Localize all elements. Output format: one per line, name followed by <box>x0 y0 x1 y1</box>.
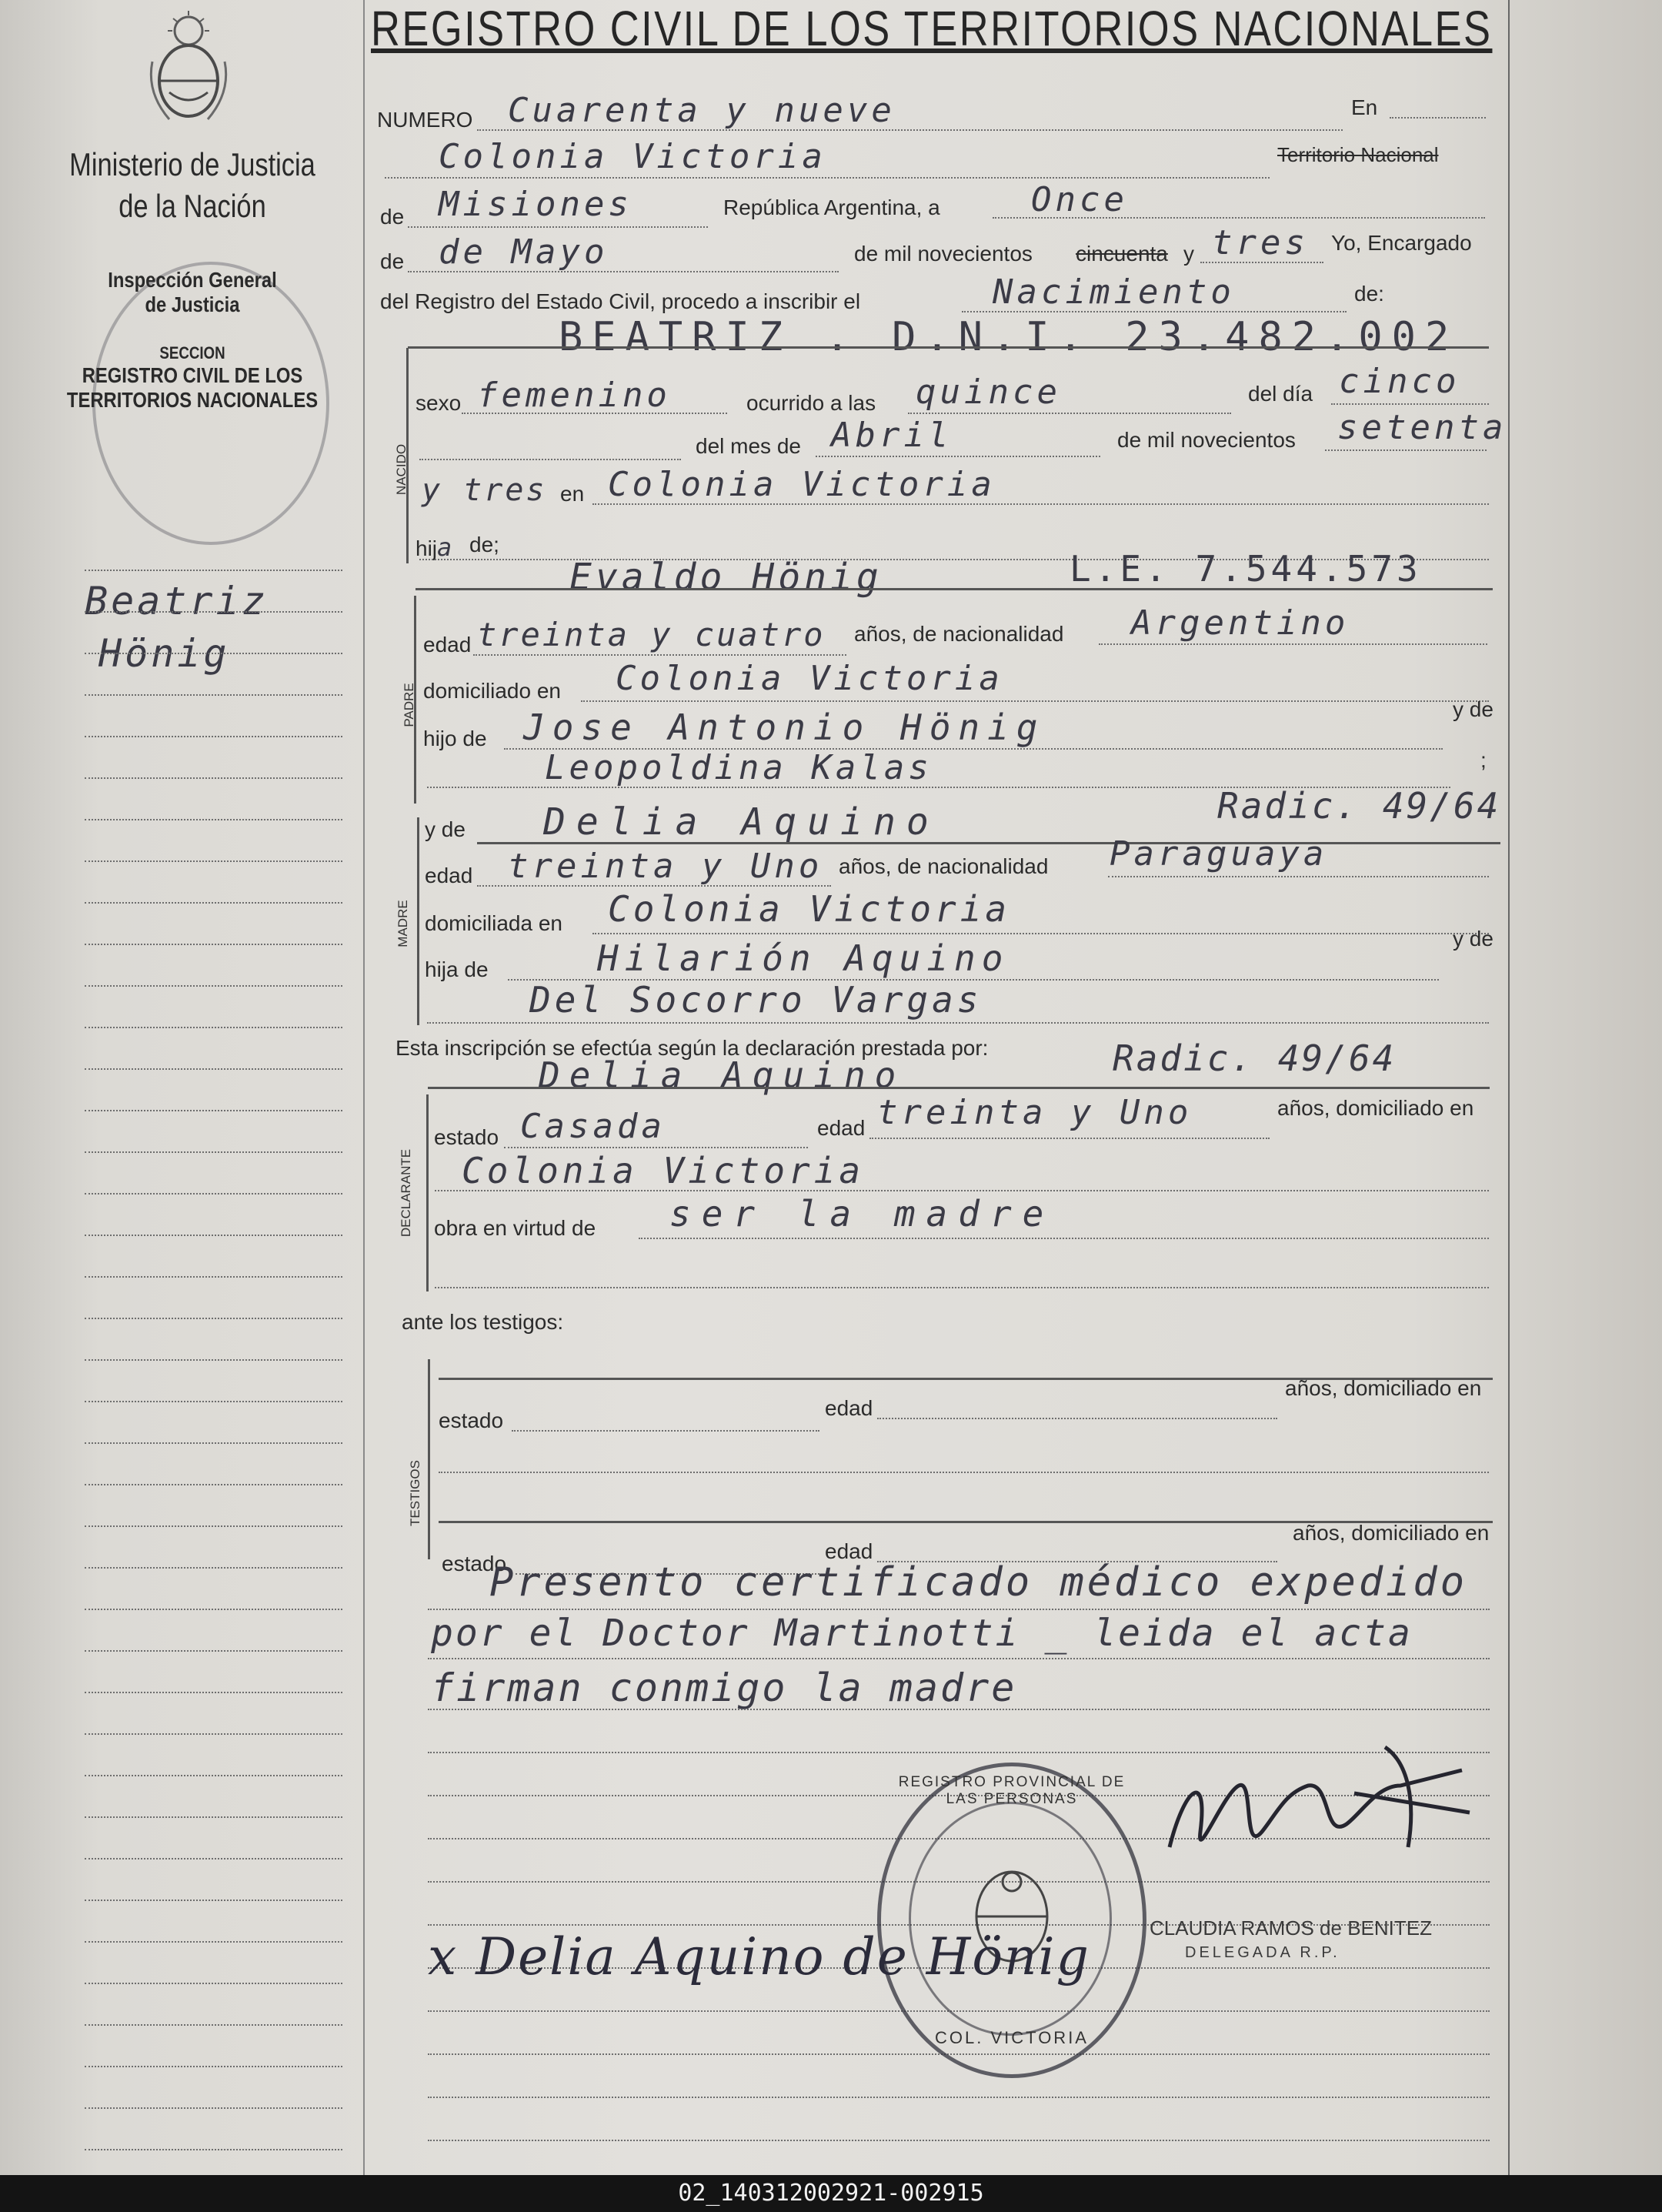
margin-ruled-line <box>85 1401 342 1402</box>
margin-ruled-line <box>85 1733 342 1735</box>
mes-nac-value: Abril <box>831 416 953 455</box>
margin-ruled-line <box>85 1235 342 1236</box>
madre-y-de2-label: y de <box>1453 927 1493 951</box>
nacido-label: NACIDO <box>394 443 409 496</box>
margin-ruled-line <box>85 819 342 820</box>
sexo-value: femenino <box>477 376 671 415</box>
declarante-label: DECLARANTE <box>399 1148 413 1238</box>
dia-nac-value: cinco <box>1339 362 1460 401</box>
sexo-label: sexo <box>416 391 462 415</box>
margin-ruled-line <box>85 1110 342 1111</box>
lower-ruled-line <box>428 1709 1490 1710</box>
margin-ruled-line <box>85 2149 342 2150</box>
official-title: DELEGADA R.P. <box>1185 1944 1340 1961</box>
declarante-intro: Esta inscripción se efectúa según la declaración prestada por: <box>395 1036 989 1060</box>
lower-ruled-line <box>428 2097 1490 2098</box>
registry-title: REGISTRO CIVIL DE LOS TERRITORIOS NACIONALES <box>371 1 1493 56</box>
margin-ruled-line <box>85 1650 342 1652</box>
padre-edad-value: treinta y cuatro <box>477 616 826 653</box>
ministry-name <box>60 146 325 225</box>
numero-label: NUMERO <box>377 108 473 132</box>
madre-domicilio-label: domiciliada en <box>425 911 562 935</box>
margin-ruled-line <box>85 1983 342 1984</box>
padre-nacionalidad-label: años, de nacionalidad <box>854 622 1064 646</box>
declarante-bracket <box>426 1094 429 1291</box>
margin-ruled-line <box>85 1484 342 1485</box>
numero-value: Cuarenta y nueve <box>508 91 896 130</box>
padre-edad-line <box>473 654 846 656</box>
lugar-nac-value: Colonia Victoria <box>608 465 996 504</box>
padre-domicilio-value: Colonia Victoria <box>616 659 1003 698</box>
madre-edad-label: edad <box>425 864 473 887</box>
madre-nacionalidad-value: Paraguaya <box>1110 834 1328 874</box>
hora-line <box>908 413 1231 414</box>
hijo-label-text: hij <box>416 536 438 560</box>
margin-ruled-line <box>85 860 342 862</box>
padre-domicilio-label: domiciliado en <box>423 679 561 703</box>
anio-nac-value: setenta <box>1337 408 1507 447</box>
madre-madre-value: Del Socorro Vargas <box>529 979 983 1021</box>
mes-nac-line <box>816 456 1100 457</box>
inscripcion-value: Nacimiento <box>993 272 1235 312</box>
territorio-label: Territorio Nacional <box>1277 143 1439 166</box>
dia-value: Once <box>1031 180 1128 219</box>
margin-note-line-1: Beatriz <box>85 579 269 623</box>
declarante-blank-line <box>435 1287 1489 1288</box>
madre-padre-value: Hilarión Aquino <box>597 937 1010 979</box>
margin-ruled-line <box>85 1525 342 1527</box>
declarante-documento-value: Radic. 49/64 <box>1113 1038 1397 1079</box>
anio-nac-line <box>1325 449 1487 451</box>
en-line <box>1390 117 1486 119</box>
anio-y: y <box>1183 242 1194 266</box>
observaciones-line-3: firman conmigo la madre <box>431 1666 1017 1710</box>
declarante-obra-label: obra en virtud de <box>434 1216 596 1240</box>
margin-ruled-line <box>85 694 342 696</box>
madre-domicilio-value: Colonia Victoria <box>608 888 1011 930</box>
margin-ruled-line <box>85 1276 342 1278</box>
madre-documento-value: Radic. 49/64 <box>1217 785 1501 827</box>
observaciones-rule-1 <box>428 1609 1490 1610</box>
dia-nac-line <box>1331 403 1489 405</box>
del-mes-label: del mes de <box>696 434 801 458</box>
declarante-domicilio-value: Colonia Victoria <box>462 1150 865 1191</box>
padre-nombre-line <box>416 588 1493 590</box>
madre-edad-value: treinta y Uno <box>508 847 823 886</box>
madre-nombre-value: Delia Aquino <box>543 800 939 844</box>
madre-nacionalidad-label: años, de nacionalidad <box>839 854 1049 878</box>
testigo2-estado-label: estado <box>442 1552 507 1575</box>
nacido-blank-line <box>419 459 681 460</box>
declarante-edad-line <box>869 1138 1270 1139</box>
margin-ruled-line <box>85 1858 342 1859</box>
anio-value: tres <box>1212 223 1309 262</box>
declarante-estado-value: Casada <box>520 1107 666 1146</box>
registry-stamp-icon <box>877 1763 1146 2078</box>
testigos-bracket <box>428 1359 430 1559</box>
declarante-edad-value: treinta y Uno <box>877 1093 1193 1132</box>
margin-ruled-line <box>85 1193 342 1195</box>
right-border <box>1508 0 1510 2175</box>
de-mil-label: de mil novecientos <box>1117 428 1296 452</box>
margin-ruled-line <box>85 736 342 737</box>
margin-ruled-line <box>85 1318 342 1319</box>
inspection-block <box>55 268 330 413</box>
section-label: SECCION <box>159 343 225 363</box>
margin-ruled-line <box>85 653 342 654</box>
margin-ruled-line <box>85 2024 342 2026</box>
official-name: CLAUDIA RAMOS de BENITEZ <box>1150 1916 1432 1940</box>
margin-ruled-line <box>85 1941 342 1943</box>
nombre-line <box>408 346 1489 349</box>
testigos-label: TESTIGOS <box>408 1460 422 1526</box>
declarante-obra-value: ser la madre <box>669 1193 1055 1235</box>
testigo1-domicilio-line <box>439 1472 1489 1473</box>
padre-hijo-de-label: hijo de <box>423 727 487 750</box>
madre-nacionalidad-line <box>1108 876 1489 877</box>
padre-semicolon: ; <box>1480 748 1487 772</box>
stamp-place: COL. VICTORIA <box>935 2028 1089 2047</box>
registro-line-2: TERRITORIOS NACIONALES <box>66 388 319 412</box>
encargado-label: Yo, Encargado <box>1331 231 1472 255</box>
testigo1-edad-label: edad <box>825 1396 873 1420</box>
testigo1-estado-label: estado <box>439 1408 504 1432</box>
testigo1-estado-line <box>512 1430 819 1432</box>
ministry-line-2: de la Nación <box>118 188 266 224</box>
anio-nac-cont-value: y tres <box>422 473 547 508</box>
republica-label: República Argentina, a <box>723 195 940 219</box>
padre-padre-value: Jose Antonio Hönig <box>523 707 1046 748</box>
ministry-line-1: Ministerio de Justicia <box>69 146 315 182</box>
hora-value: quince <box>916 373 1061 412</box>
madre-domicilio-line <box>592 933 1489 934</box>
margin-ruled-line <box>85 2066 342 2067</box>
anio-label: de mil novecientos <box>854 242 1033 266</box>
lower-ruled-line <box>428 2140 1490 2141</box>
padre-y-de-label: y de <box>1453 697 1493 721</box>
stamp-text: REGISTRO PROVINCIAL DE LAS PERSONAS <box>898 1774 1126 1807</box>
testigo2-anios-label: años, domiciliado en <box>1293 1521 1490 1545</box>
padre-nombre-value: Evaldo Hönig <box>569 556 883 599</box>
mes-value: de Mayo <box>439 232 609 272</box>
margin-ruled-line <box>85 1692 342 1693</box>
en-nac-label: en <box>560 482 585 506</box>
margin-ruled-line <box>85 902 342 904</box>
padre-label: PADRE <box>402 683 416 727</box>
lugar-value: Colonia Victoria <box>439 137 826 176</box>
observaciones-line-2: por el Doctor Martinotti _ leida el acta <box>431 1612 1413 1655</box>
declarante-nombre-value: Delia Aquino <box>539 1054 906 1096</box>
de-label: de <box>380 205 405 229</box>
testigo1-edad-line <box>877 1418 1277 1419</box>
margin-note-line-2: Hönig <box>98 631 230 676</box>
declarante-nombre-line <box>428 1087 1490 1089</box>
registro-label: del Registro del Estado Civil, procedo a inscribir el <box>380 289 861 313</box>
margin-ruled-line <box>85 1567 342 1569</box>
padre-domicilio-line <box>581 700 1489 702</box>
margin-ruled-line <box>85 1359 342 1361</box>
madre-y-de-label: y de <box>425 817 466 841</box>
margin-ruled-line <box>85 1816 342 1818</box>
hijo-suffix-value: a <box>437 533 452 562</box>
margin-ruled-line <box>85 944 342 945</box>
margin-ruled-line <box>85 2107 342 2109</box>
margin-ruled-line <box>85 1609 342 1610</box>
declarante-obra-line <box>639 1238 1489 1239</box>
observaciones-rule-2 <box>428 1658 1490 1659</box>
madre-madre-line <box>427 1022 1489 1024</box>
margin-ruled-line <box>85 1151 342 1153</box>
official-signature-scribble <box>1154 1739 1477 1886</box>
inspection-line-2: de Justicia <box>145 292 240 316</box>
margin-ruled-line <box>85 1900 342 1901</box>
testigo1-anios-label: años, domiciliado en <box>1285 1376 1482 1400</box>
testigo2-edad-label: edad <box>825 1539 873 1563</box>
nombre-value: BEATRIZ . D.N.I. 23.482.002 <box>559 314 1459 360</box>
de-colon: de: <box>1354 282 1384 306</box>
declarante-edad-label: edad <box>817 1116 866 1140</box>
padre-edad-label: edad <box>423 633 472 657</box>
margin-ruled-line <box>85 985 342 987</box>
margin-ruled-line <box>85 777 342 779</box>
declarante-estado-line <box>504 1147 808 1148</box>
declarante-anios-label: años, domiciliado en <box>1277 1096 1474 1120</box>
lugar-line <box>385 177 1270 179</box>
provincia-value: Misiones <box>439 185 632 224</box>
madre-label: MADRE <box>395 900 410 947</box>
ocurrido-label: ocurrido a las <box>746 391 876 415</box>
margin-ruled-line <box>85 1442 342 1444</box>
padre-nacionalidad-value: Argentino <box>1131 603 1350 643</box>
hijo-label <box>416 533 452 562</box>
cincuenta-struck: cincuenta <box>1076 242 1168 266</box>
del-dia-label: del día <box>1248 382 1313 406</box>
margin-ruled-line <box>85 570 342 571</box>
padre-nacionalidad-line <box>1099 643 1487 645</box>
margin-ruled-line <box>85 611 342 613</box>
inspection-line-1: Inspección General <box>108 268 277 292</box>
image-id-footer: 02_140312002921-002915 <box>0 2175 1662 2212</box>
left-column-divider <box>363 0 365 2175</box>
padre-madre-value: Leopoldina Kalas <box>545 748 933 787</box>
margin-ruled-line <box>85 1775 342 1776</box>
observaciones-line-1: Presento certificado médico expedido <box>489 1559 1468 1606</box>
registro-line-1: REGISTRO CIVIL DE LOS <box>82 363 303 387</box>
de-semicolon-label: de; <box>469 533 499 556</box>
margin-ruled-line <box>85 1027 342 1028</box>
declarante-estado-label: estado <box>434 1125 499 1149</box>
mes-prefix: de <box>380 249 405 273</box>
coat-of-arms-icon <box>146 8 231 123</box>
provincia-line <box>408 226 708 228</box>
testigos-intro: ante los testigos: <box>402 1310 564 1334</box>
margin-ruled-line <box>85 1068 342 1070</box>
en-label: En <box>1351 95 1378 119</box>
madre-hija-de-label: hija de <box>425 957 489 981</box>
declarant-signature: x Delia Aquino de Hönig <box>428 1927 1090 1986</box>
madre-bracket <box>417 817 419 1025</box>
padre-documento-value: L.E. 7.544.573 <box>1070 548 1422 590</box>
